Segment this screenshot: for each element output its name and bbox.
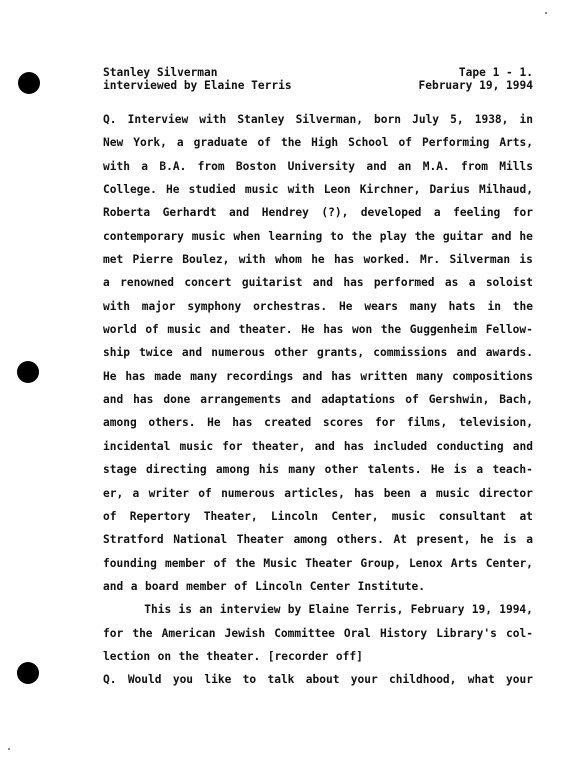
word: a bbox=[419, 486, 427, 500]
word: He bbox=[166, 183, 180, 197]
word: has bbox=[232, 416, 253, 430]
transcript-line bbox=[103, 345, 533, 368]
word: is bbox=[503, 533, 517, 547]
word: Pierre bbox=[132, 253, 173, 267]
transcript-line bbox=[103, 439, 533, 462]
word: with bbox=[199, 113, 227, 126]
word: interview bbox=[219, 603, 281, 617]
word: and bbox=[491, 229, 512, 243]
word: studied bbox=[188, 183, 236, 197]
word: Committee bbox=[274, 626, 335, 640]
word: Group, bbox=[360, 556, 401, 570]
word: hats bbox=[448, 299, 476, 313]
word: Mills bbox=[499, 159, 533, 173]
word: a bbox=[130, 579, 138, 593]
word: adaptations bbox=[321, 393, 396, 407]
transcript-line bbox=[103, 135, 533, 158]
word: off] bbox=[335, 649, 363, 663]
word: guitar bbox=[442, 229, 484, 243]
word: of bbox=[198, 486, 212, 500]
word: York, bbox=[133, 136, 167, 150]
word: graduate bbox=[193, 136, 248, 150]
transcript-line bbox=[103, 159, 533, 182]
word: stage bbox=[103, 463, 137, 477]
word: National bbox=[173, 533, 228, 547]
word: writer bbox=[148, 486, 189, 500]
word: as bbox=[444, 276, 459, 290]
word: and bbox=[103, 579, 124, 593]
word: born bbox=[374, 113, 401, 126]
word: Lenox bbox=[408, 556, 443, 570]
word: television, bbox=[458, 416, 533, 430]
word: has bbox=[331, 369, 352, 383]
word: been bbox=[383, 486, 411, 500]
transcript-line bbox=[103, 182, 533, 205]
word: play bbox=[379, 229, 407, 243]
word: University bbox=[287, 159, 356, 173]
word: talents. bbox=[367, 463, 422, 477]
word: Gerhardt bbox=[162, 206, 217, 220]
word: Lincoln bbox=[270, 509, 319, 523]
word: the bbox=[132, 626, 153, 640]
word: articles, bbox=[284, 486, 345, 500]
transcript-line bbox=[103, 602, 533, 625]
word: concert bbox=[184, 276, 232, 290]
word: by bbox=[287, 603, 302, 617]
word: for bbox=[374, 416, 396, 430]
word: Lincoln bbox=[255, 579, 303, 593]
word: in bbox=[487, 299, 501, 313]
word: developed bbox=[360, 206, 422, 220]
word: At bbox=[393, 533, 407, 547]
word: you bbox=[172, 673, 194, 687]
word: others. bbox=[148, 416, 196, 430]
transcript-line bbox=[103, 252, 533, 275]
word: at bbox=[519, 509, 533, 523]
word: a bbox=[132, 486, 140, 500]
word: Stanley bbox=[237, 113, 285, 126]
word: New bbox=[103, 136, 124, 150]
word: to bbox=[330, 229, 344, 243]
word: worked. bbox=[363, 253, 411, 267]
word: a bbox=[468, 276, 476, 290]
word: Performing bbox=[421, 136, 490, 150]
word: wears bbox=[364, 299, 399, 313]
word: many bbox=[288, 463, 316, 477]
word: in bbox=[519, 113, 533, 126]
transcript-line bbox=[103, 415, 533, 438]
word: met bbox=[103, 253, 124, 267]
word: written bbox=[360, 369, 408, 383]
word: what bbox=[467, 673, 495, 687]
header-row-2 bbox=[103, 79, 533, 92]
word: symphony bbox=[187, 299, 242, 313]
word: B.A. bbox=[159, 159, 187, 173]
word: Silverman bbox=[449, 253, 511, 267]
word: He bbox=[207, 416, 221, 430]
word: er, bbox=[103, 486, 124, 500]
word: commissions bbox=[373, 346, 448, 360]
word: of bbox=[405, 393, 419, 407]
word: with bbox=[103, 299, 130, 313]
word: music bbox=[179, 439, 214, 453]
word: [recorder bbox=[267, 649, 329, 663]
transcript-line bbox=[103, 556, 533, 579]
transcript-line bbox=[103, 322, 533, 345]
word: contemporary bbox=[103, 229, 184, 243]
word: childhood, bbox=[389, 673, 457, 687]
word: present, bbox=[416, 533, 471, 547]
transcript-line bbox=[103, 672, 533, 695]
transcript-line bbox=[103, 392, 533, 415]
word: and bbox=[181, 346, 203, 360]
word: of bbox=[145, 323, 159, 337]
word: soloist bbox=[485, 276, 533, 290]
paragraph-indent bbox=[103, 602, 137, 625]
word: Terris, bbox=[356, 603, 404, 617]
transcript-line bbox=[103, 205, 533, 228]
word: created bbox=[264, 416, 312, 430]
word: of bbox=[234, 579, 248, 593]
transcript-line bbox=[103, 509, 533, 532]
word: for bbox=[512, 206, 533, 220]
word: and bbox=[312, 276, 334, 290]
word: Silverman, bbox=[295, 113, 363, 126]
word: others. bbox=[336, 533, 384, 547]
word: Repertory bbox=[129, 509, 191, 523]
word: conducting bbox=[436, 439, 504, 453]
transcript-line bbox=[103, 462, 533, 485]
word: like bbox=[204, 673, 232, 687]
word: July bbox=[412, 113, 440, 126]
word: directing bbox=[145, 463, 207, 477]
punch-hole-middle bbox=[17, 361, 39, 383]
word: Bach, bbox=[499, 393, 533, 407]
word: numerous bbox=[221, 486, 275, 500]
word: Center, bbox=[485, 556, 533, 570]
word: among bbox=[103, 416, 137, 430]
word: has bbox=[133, 393, 154, 407]
word: music bbox=[435, 486, 470, 500]
word: about bbox=[305, 673, 340, 687]
word: the bbox=[512, 299, 533, 313]
word: with bbox=[238, 253, 266, 267]
word: has bbox=[343, 276, 364, 290]
word: Jewish bbox=[224, 626, 266, 640]
word: incidental bbox=[103, 439, 171, 453]
word: arrangements bbox=[200, 393, 282, 407]
word: American bbox=[161, 626, 216, 640]
word: Center bbox=[309, 579, 351, 593]
word: guitarist bbox=[241, 276, 303, 290]
word: for bbox=[103, 626, 124, 640]
word: Oral bbox=[343, 626, 371, 640]
word: and bbox=[291, 393, 312, 407]
word: lection bbox=[103, 649, 151, 663]
word: 1938, bbox=[474, 113, 509, 126]
word: member bbox=[186, 579, 227, 593]
transcript-body bbox=[103, 112, 533, 696]
word: Elaine bbox=[308, 603, 349, 617]
word: theater, bbox=[251, 439, 306, 453]
scan-speck bbox=[8, 748, 10, 750]
word: many bbox=[409, 299, 437, 313]
word: director bbox=[478, 486, 533, 500]
document-header bbox=[103, 66, 533, 92]
word: He bbox=[430, 463, 445, 477]
word: renowned bbox=[120, 276, 174, 290]
word: to bbox=[242, 673, 257, 687]
word: School bbox=[348, 136, 389, 150]
word: an bbox=[397, 159, 412, 173]
word: when bbox=[233, 229, 261, 243]
transcript-line bbox=[103, 369, 533, 392]
word: he bbox=[311, 253, 325, 267]
word: world bbox=[103, 323, 137, 337]
word: History bbox=[379, 626, 428, 640]
word: from bbox=[197, 159, 225, 173]
transcript-line bbox=[103, 626, 533, 649]
word: a bbox=[141, 159, 149, 173]
word: col- bbox=[505, 626, 533, 640]
word: grants, bbox=[316, 346, 365, 360]
word: awards. bbox=[485, 346, 533, 360]
interviewer-line: interviewed by Elaine Terris bbox=[103, 79, 292, 92]
word: feeling bbox=[453, 206, 501, 220]
word: has bbox=[343, 439, 365, 453]
word: compositions bbox=[452, 369, 533, 383]
word: twice bbox=[139, 346, 173, 360]
word: many bbox=[190, 369, 218, 383]
word: has bbox=[125, 369, 146, 383]
word: Darius bbox=[429, 183, 470, 197]
word: member bbox=[164, 556, 206, 570]
word: Kirchner, bbox=[359, 183, 421, 197]
word: of bbox=[103, 509, 117, 523]
word: learning bbox=[268, 229, 323, 243]
word: of bbox=[213, 556, 227, 570]
transcript-line bbox=[103, 532, 533, 555]
word: and bbox=[314, 439, 335, 453]
word: has bbox=[333, 253, 355, 267]
word: Theater bbox=[305, 556, 353, 570]
word: and bbox=[209, 323, 230, 337]
word: founding bbox=[103, 556, 157, 570]
transcript-line bbox=[103, 229, 533, 252]
word: whom bbox=[274, 253, 302, 267]
word: won bbox=[352, 323, 373, 337]
word: the bbox=[351, 229, 372, 243]
word: has bbox=[323, 323, 344, 337]
word: Center, bbox=[331, 509, 379, 523]
word: the bbox=[414, 229, 435, 243]
transcript-line bbox=[103, 486, 533, 509]
word: music bbox=[244, 183, 279, 197]
word: Music bbox=[263, 556, 298, 570]
word: He bbox=[301, 323, 315, 337]
word: Theater bbox=[236, 533, 284, 547]
word: many bbox=[416, 369, 444, 383]
word: with bbox=[287, 183, 315, 197]
word: teach- bbox=[492, 463, 533, 477]
word: Interview bbox=[127, 113, 189, 126]
word: Mr. bbox=[419, 253, 441, 267]
word: 1994, bbox=[499, 603, 533, 617]
word: his bbox=[258, 463, 280, 477]
word: board bbox=[144, 579, 179, 593]
word: numerous bbox=[211, 346, 266, 360]
word: and bbox=[103, 393, 124, 407]
word: College. bbox=[103, 183, 157, 197]
word: your bbox=[350, 673, 378, 687]
word: Gershwin, bbox=[428, 393, 490, 407]
word: He bbox=[339, 299, 353, 313]
word: from bbox=[461, 159, 488, 173]
word: has bbox=[354, 486, 375, 500]
word: music bbox=[167, 323, 202, 337]
word: is bbox=[178, 603, 192, 617]
word: recordings bbox=[225, 369, 294, 383]
word: Milhaud, bbox=[479, 183, 533, 197]
header-row-1 bbox=[103, 66, 533, 79]
word: the bbox=[235, 556, 256, 570]
word: performed bbox=[373, 276, 435, 290]
word: Boulez, bbox=[182, 253, 230, 267]
interviewee-name: Stanley Silverman bbox=[103, 66, 218, 79]
word: Stratford bbox=[103, 533, 164, 547]
word: Fellow- bbox=[485, 323, 533, 337]
word: of bbox=[398, 136, 412, 150]
transcript-line bbox=[103, 112, 533, 135]
word: and bbox=[366, 159, 387, 173]
word: and bbox=[302, 369, 323, 383]
word: Library's bbox=[436, 626, 497, 640]
word: included bbox=[373, 439, 428, 453]
word: your bbox=[506, 673, 533, 687]
word: among bbox=[215, 463, 250, 477]
word: music bbox=[391, 509, 426, 523]
word: done bbox=[163, 393, 191, 407]
transcript-line bbox=[103, 299, 533, 322]
word: among bbox=[293, 533, 328, 547]
word: films, bbox=[406, 416, 448, 430]
word: is bbox=[519, 253, 533, 267]
word: High bbox=[311, 136, 339, 150]
word: the bbox=[280, 136, 302, 150]
word: scores bbox=[322, 416, 364, 430]
word: the bbox=[380, 323, 402, 337]
word: Boston bbox=[235, 159, 277, 173]
word: and bbox=[512, 439, 533, 453]
interview-date: February 19, 1994 bbox=[418, 79, 533, 92]
word: consultant bbox=[438, 509, 507, 523]
word: an bbox=[199, 603, 213, 617]
transcript-line bbox=[103, 579, 533, 602]
word: M.A. bbox=[422, 159, 450, 173]
word: Leon bbox=[323, 183, 351, 197]
word: theater. bbox=[206, 649, 261, 663]
word: major bbox=[141, 299, 176, 313]
word: with bbox=[103, 159, 130, 173]
word: ship bbox=[103, 346, 130, 360]
word: a bbox=[476, 463, 484, 477]
word: Theater, bbox=[203, 509, 258, 523]
word: for bbox=[222, 439, 243, 453]
word: Arts, bbox=[499, 136, 533, 150]
word: Hendrey bbox=[261, 206, 309, 220]
word: is bbox=[453, 463, 468, 477]
word: a bbox=[526, 533, 533, 547]
word: Q. bbox=[103, 673, 117, 687]
scan-speck bbox=[545, 12, 547, 14]
word: Institute. bbox=[357, 579, 425, 593]
word: Guggenheim bbox=[409, 323, 478, 337]
word: he bbox=[519, 229, 533, 243]
word: February bbox=[410, 603, 465, 617]
word: the bbox=[178, 649, 199, 663]
word: Arts bbox=[450, 556, 478, 570]
word: a bbox=[103, 276, 110, 290]
word: other bbox=[274, 346, 308, 360]
word: and bbox=[456, 346, 477, 360]
punch-hole-bottom bbox=[17, 662, 39, 684]
word: a bbox=[433, 206, 441, 220]
punch-hole-top bbox=[18, 72, 40, 94]
word: Q. bbox=[103, 113, 117, 126]
word: a bbox=[176, 136, 184, 150]
word: Would bbox=[127, 673, 162, 687]
word: music bbox=[191, 229, 226, 243]
transcript-line bbox=[103, 649, 533, 672]
word: This bbox=[144, 603, 172, 617]
word: and bbox=[229, 206, 250, 220]
word: (?), bbox=[321, 206, 349, 220]
word: 5, bbox=[450, 113, 464, 126]
word: 19, bbox=[471, 603, 492, 617]
word: of bbox=[257, 136, 271, 150]
word: theater. bbox=[238, 323, 293, 337]
word: orchestras. bbox=[253, 299, 328, 313]
word: talk bbox=[267, 673, 295, 687]
word: Roberta bbox=[103, 206, 151, 220]
word: he bbox=[480, 533, 494, 547]
word: He bbox=[103, 369, 117, 383]
word: on bbox=[157, 649, 172, 663]
tape-number: Tape 1 - 1. bbox=[458, 66, 533, 79]
word: other bbox=[324, 463, 359, 477]
transcript-line bbox=[103, 275, 533, 298]
word: made bbox=[154, 369, 182, 383]
